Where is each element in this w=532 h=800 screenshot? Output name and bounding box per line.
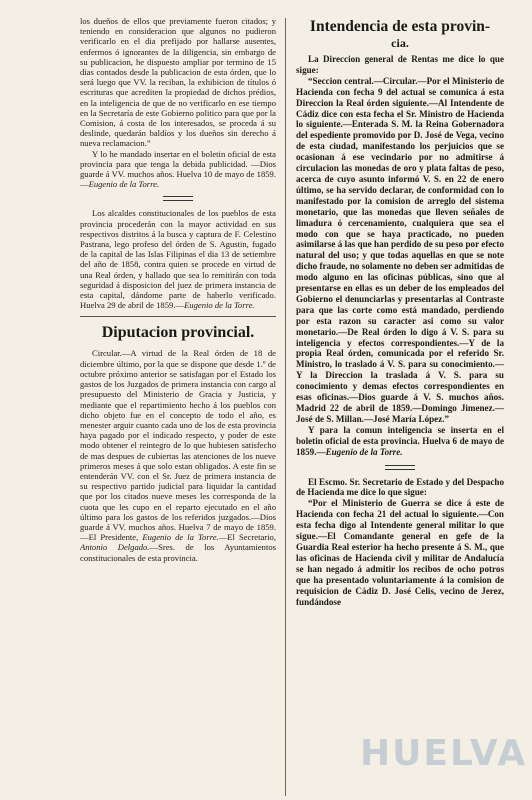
left-para-3-signature: Eugenio de la Torre. [184, 300, 255, 311]
left-para-4-tail: —El Secretario, [218, 532, 276, 543]
right-para-5: “Por el Ministerio de Guerra se dice á este de Hacienda con fecha 21 del actual lo siguiente.—Con esta fecha digo al Intendente general militar lo que sigue.—El Comandante general en gefe de la Guardia Real esterior ha hecho presente á S. M., que las oficinas de Hacienda civil y militar de Andalucía se han negado á admitir los recibos de ocho potros que ha presentado voluntariamente á la comision de requisicion de Cádiz D. José Celis, vecino de Jerez, fundándose [296, 498, 504, 607]
right-para-2: “Seccion central.—Circular.—Por el Ministerio de Hacienda con fecha 9 del actual se comunica á esta Direccion la Real órden siguiente.—Al Intendente de Cádiz dice con esta fecha el Sr. Ministro de Hacienda lo siguiente.—Enterada S. M. la Reina Gobernadora del espediente promovido por D. José de Vega, vecino de esta ciudad, manifestando los perjuicios que se ocasionan á ese vecindario por no admitirse á circulacion las monedas de oro y plata faltas de peso, acerca de cuyo asunto informó V. S. en 22 de enero último, se ha servido declarar, de conformidad con lo manifestado por la comision de arreglo del sistema monetario, que las monedas que lleven señales de limadura ó cercenamiento, cualquiera que sea el modo con que se haya practicado, no pueden asimilarse á las que han perdido de su peso por efecto natural del uso; y que todas aquellas en que se note dicho fraude, no solamente no deben ser admitidas de modo alguno en las oficinas públicas, sino que al presentarse en ellas es un deber de los empleados del Gobierno el denunciarlas y presentarlas al Contraste para que las corte como está mandado, perdiendo por esta razon su caracter asi como su valor monetario.—De Real órden lo digo á V. S. para su inteligencia y efectos correspondientes.—Y de la propia Real órden, comunicada por el referido Sr. Ministro, lo traslado á V. S. para su conocimiento.—Y la Direccion la traslada á V. S. para su conocimiento y demas efectos correspondientes en esas oficinas.—Dios guarde á V. S. muchos años. Madrid 22 de abril de 1859.—Domingo Jimenez.—José de S. Millan.—José María López.” [296, 75, 504, 424]
heading-intendencia-line2: cia. [391, 36, 409, 50]
left-para-4-signature-2: Antonio Delgado. [80, 542, 150, 553]
right-column [296, 16, 504, 790]
section-heading-intendencia [296, 18, 504, 50]
section-heading-diputacion: Diputacion provincial. [80, 316, 276, 342]
left-column [80, 16, 276, 790]
left-para-3-text: Los alcaldes constitucionales de los pueblos de esta provincia procederán con la mayor actividad en sus respectivos distritos á la busca y captura de F. Celestino Pastrana, lego profeso del órden de S. Agustin, fugado de la capital de las Islas Filipinas el dia 13 de setiembre del año de 1858, contra quien se procede en virtud de una Real órden, y hallado que sea lo remitirán con toda seguridad á disposicion del juez de primera instancia de esta capital, dándome parte de haberlo verificado. Huelva 29 de abril de 1859.— [80, 208, 276, 311]
right-para-4: El Escmo. Sr. Secretario de Estado y del Despacho de Hacienda me dice lo que sigue: [296, 476, 504, 498]
left-para-2-signature: Eugenio de la Torre. [88, 179, 160, 190]
left-para-2 [80, 149, 276, 190]
heading-intendencia-line1: Intendencia de esta provin- [309, 18, 491, 35]
left-para-2-text: Y lo he mandado insertar en el boletin oficial de esta provincia para que tenga la debida publicidad. —Dios guarde á VV. muchos años. Huelva 10 de mayo de 1859.— [80, 148, 276, 190]
left-para-4-end: —Sres. de los Ayuntamientos constitucionales de esta provincia. [80, 542, 276, 563]
right-para-3-signature: Eugenio de la Torre. [325, 446, 403, 457]
right-para-3-text: Y para la comun inteligencia se inserta en el boletin oficial de esta provincia. Huelva 6 de mayo de 1859.— [296, 424, 504, 457]
left-para-1: los dueños de ellos que previamente fueron citados; y teniendo en consideracion que algunos no pudieron verificarlo en el dia prefijado por hallarse ausentes, enfermos ó ignorantes de la diligencia, sin embargo de su publicacion, he dispuesto ampliar por termino de 15 dias contados desde la publicacion de esta órden, que lo será luego que VV. la reciban, la exhibicion de títulos ó escrituras que acrediten la propiedad de dichos prédios, en la inteligencia de que de no verificarlo en ese tiempo en la Secretaría de este Gobierno politico para que por la Comision, á costa de los interesados, se proceda á su deslinde, quedarán baldíos y los dueños sin derecho á nueva reclamacion.” [80, 16, 276, 149]
left-para-3 [80, 208, 276, 310]
separator-rule-right [385, 465, 415, 470]
column-divider [285, 18, 286, 796]
archive-watermark: HUELVA [360, 733, 528, 774]
right-para-3 [296, 425, 504, 458]
separator-rule [163, 196, 193, 201]
left-para-4 [80, 348, 276, 562]
left-para-4-text: Circular.—A virtud de la Real órden de 18 de diciembre último, por la que se dispone que desde 1.º de octubre próximo anterior se satisfagan por el Estado los gastos de los Juzgados de primera instancia con cargo al presupuesto del Ministerio de Gracia y Justicia, y mediante que el repartimiento hecho á los pueblos con dicho objeto fue en el concepto de todo el año, es menester arguir cuanto cada uno de los de esta provincia haya pagado por el indicado respecto, y poder de este modo obtener el reintegro de lo que hubiesen satisfecho de mas despues de cubiertas las atenciones de los nueve primeros meses á que solo estan obligados. A este fin se entenderán VV. con el Sr. Juez de primera instancia de su respectivo partido judicial para liquidar la cantidad que por los citados nueve meses les corresponda de la cuota que les cupo en el reparto ejecutado en el año último para los gastos de los referidos juzgados.—Dios guarde á VV. muchos años. Huelva 7 de mayo de 1859.—El Presidente, [80, 348, 276, 543]
right-para-1: La Direccion general de Rentas me dice lo que sigue: [296, 54, 504, 75]
left-para-4-signature: Eugenio de la Torre. [142, 532, 219, 543]
